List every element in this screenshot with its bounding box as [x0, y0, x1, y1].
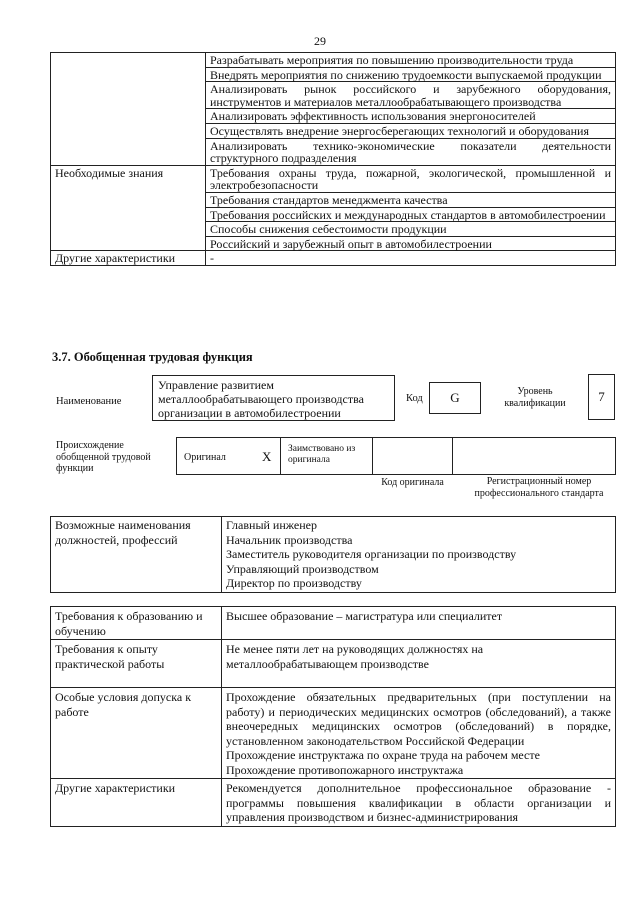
list-item: Управляющий производством — [226, 561, 379, 576]
requirement-label: Требования к образованию и обучению — [51, 607, 222, 640]
list-item: Прохождение инструктажа по охране труда на рабочем месте — [226, 748, 540, 762]
table-cell: Российский и зарубежный опыт в автомобилестроении — [206, 236, 616, 251]
table-cell: Анализировать рынок российского и зарубежного оборудования, инструментов и материалов металлообрабатывающего производства — [206, 82, 616, 109]
table-cell: Требования стандартов менеджмента качества — [206, 192, 616, 207]
level-label: Уровень квалификации — [504, 386, 566, 409]
table-cell: - — [206, 251, 616, 266]
requirement-value: Рекомендуется дополнительное профессиональное образование - программы повышения квалификации в области организации и управления производством и бизнес-администрирования — [222, 779, 616, 827]
code-box — [429, 382, 481, 414]
requirement-label: Особые условия допуска к работе — [51, 688, 222, 779]
origin-borrowed-cell — [280, 437, 373, 475]
table-row-label: Необходимые знания — [51, 165, 206, 251]
requirements-table — [50, 606, 616, 827]
requirement-label: Требования к опыту практической работы — [51, 640, 222, 688]
table-cell: Анализировать технико-экономические показатели деятельности структурного подразделения — [206, 138, 616, 165]
function-name-box — [152, 375, 395, 421]
table-cell: Способы снижения себестоимости продукции — [206, 222, 616, 237]
table-cell: Осуществлять внедрение энергосберегающих технологий и оборудования — [206, 123, 616, 138]
requirement-value: Высшее образование – магистратура или специалитет — [222, 607, 616, 640]
list-item: Начальник производства — [226, 532, 353, 547]
original-label: Оригинал — [184, 452, 226, 463]
origin-original-cell — [176, 437, 281, 475]
level-value: 7 — [598, 389, 605, 404]
list-item: Директор по производству — [226, 576, 362, 590]
table-cell: Требования охраны труда, пожарной, экологической, промышленной и электробезопасности — [206, 165, 616, 192]
registration-caption: Регистрационный номер профессионального стандарта — [474, 476, 604, 499]
borrowed-label: Заимствовано из оригинала — [288, 444, 356, 465]
positions-label: Возможные наименования должностей, профессий — [51, 517, 222, 593]
requirement-value — [222, 688, 616, 779]
positions-table — [50, 516, 616, 593]
function-name: Управление развитием металлообрабатывающего производства организации в автомобилестроении — [158, 378, 364, 420]
positions-list — [222, 517, 616, 593]
list-item: Заместитель руководителя организации по производству — [226, 547, 517, 561]
page-number: 29 — [314, 34, 326, 48]
name-label: Наименование — [56, 396, 122, 407]
level-box — [588, 374, 615, 420]
registration-number-cell — [452, 437, 616, 475]
origin-label: Происхождение обобщенной трудовой функции — [56, 440, 151, 474]
original-code-caption: Код оригинала — [381, 477, 444, 488]
table-row-label — [51, 53, 206, 166]
original-mark: X — [262, 449, 272, 464]
list-item: Прохождение обязательных предварительных (при поступлении на работу) и периодических медицинских осмотров (обследований), а также внеочередных медицинских осмотров (обследований) в порядке, установленном законодательством Российской Федерации — [226, 690, 611, 748]
table-row — [51, 688, 616, 779]
table-row — [51, 607, 616, 640]
requirement-value: Не менее пяти лет на руководящих должностях на металлообрабатывающем производстве — [222, 640, 616, 688]
code-label: Код — [406, 393, 423, 404]
table-cell: Анализировать эффективность использования энергоносителей — [206, 109, 616, 124]
section-title: 3.7. Обобщенная трудовая функция — [52, 350, 253, 364]
table-cell: Разрабатывать мероприятия по повышению производительности труда — [206, 53, 616, 68]
table-cell: Требования российских и международных стандартов в автомобилестроении — [206, 207, 616, 222]
list-item: Прохождение противопожарного инструктажа — [226, 762, 464, 777]
requirement-label: Другие характеристики — [51, 779, 222, 827]
table-row-label: Другие характеристики — [51, 251, 206, 266]
list-item: Главный инженер — [226, 518, 317, 532]
skills-knowledge-table — [50, 52, 616, 266]
original-code-cell — [372, 437, 453, 475]
code-value: G — [450, 390, 460, 405]
table-cell: Внедрять мероприятия по снижению трудоемкости выпускаемой продукции — [206, 67, 616, 82]
table-row — [51, 640, 616, 688]
table-row — [51, 779, 616, 827]
